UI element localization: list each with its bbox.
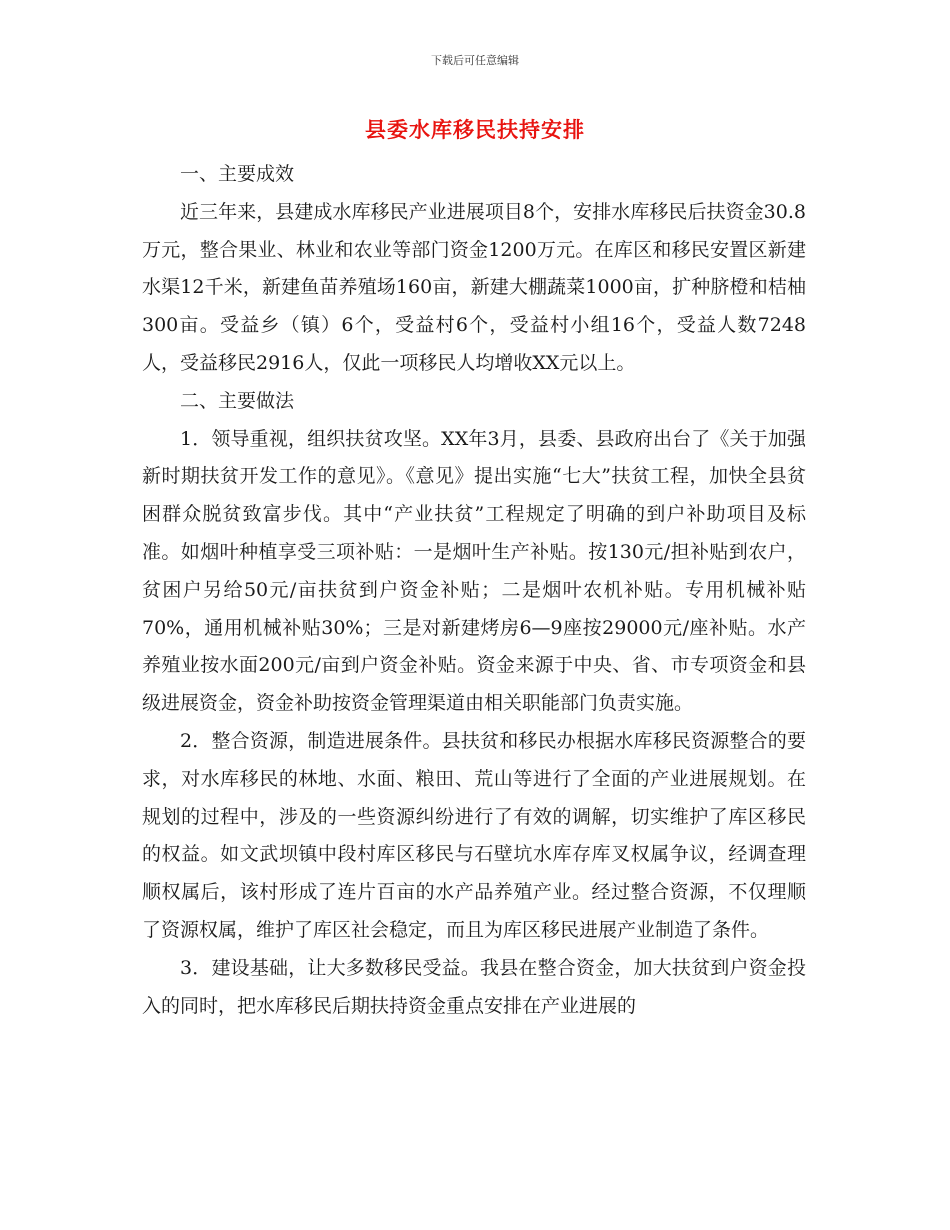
section-heading-methods: 二、主要做法 (180, 389, 295, 412)
document-title: 县委水库移民扶持安排 (365, 118, 585, 142)
document-body (142, 156, 806, 1025)
paragraph-method-2: 2．整合资源，制造进展条件。县扶贫和移民办根据水库移民资源整合的要求，对水库移民的林地、水面、粮田、荒山等进行了全面的产业进展规划。在规划的过程中，涉及的一些资源纠纷进行了有效的调解，切实维护了库区移民的权益。如文武坝镇中段村库区移民与石壁坑水库存库叉权属争议，经调查理顺权属后，该村形成了连片百亩的水产品养殖产业。经过整合资源，不仅理顺了资源权属，维护了库区社会稳定，而且为库区移民进展产业制造了条件。 (142, 729, 806, 941)
page-header: 下载后可任意编辑 (431, 54, 519, 67)
paragraph-method-1: 1．领导重视，组织扶贫攻坚。XX年3月，县委、县政府出台了《关于加强新时期扶贫开发工作的意见》。《意见》提出实施“七大”扶贫工程，加快全县贫困群众脱贫致富步伐。其中“产业扶贫”工程规定了明确的到户补助项目及标准。如烟叶种植享受三项补贴：一是烟叶生产补贴。按130元/担补贴到农户，贫困户另给50元/亩扶贫到户资金补贴；二是烟叶农机补贴。专用机械补贴70%，通用机械补贴30%；三是对新建烤房6—9座按29000元/座补贴。水产养殖业按水面200元/亩到户资金补贴。资金来源于中央、省、市专项资金和县级进展资金，资金补助按资金管理渠道由相关职能部门负责实施。 (142, 427, 806, 715)
section-heading-results: 一、主要成效 (180, 163, 295, 185)
paragraph-results: 近三年来，县建成水库移民产业进展项目8个，安排水库移民后扶资金30.8万元，整合果业、林业和农业等部门资金1200万元。在库区和移民安置区新建水渠12千米，新建鱼苗养殖场160亩，新建大棚蔬菜1000亩，扩种脐橙和桔柚300亩。受益乡（镇）6个，受益村6个，受益村小组16个，受益人数7248人，受益移民2916人，仅此一项移民人均增收XX元以上。 (142, 200, 806, 374)
paragraph-method-3: 3．建设基础，让大多数移民受益。我县在整合资金，加大扶贫到户资金投入的同时，把水库移民后期扶持资金重点安排在产业进展的 (142, 956, 806, 1017)
